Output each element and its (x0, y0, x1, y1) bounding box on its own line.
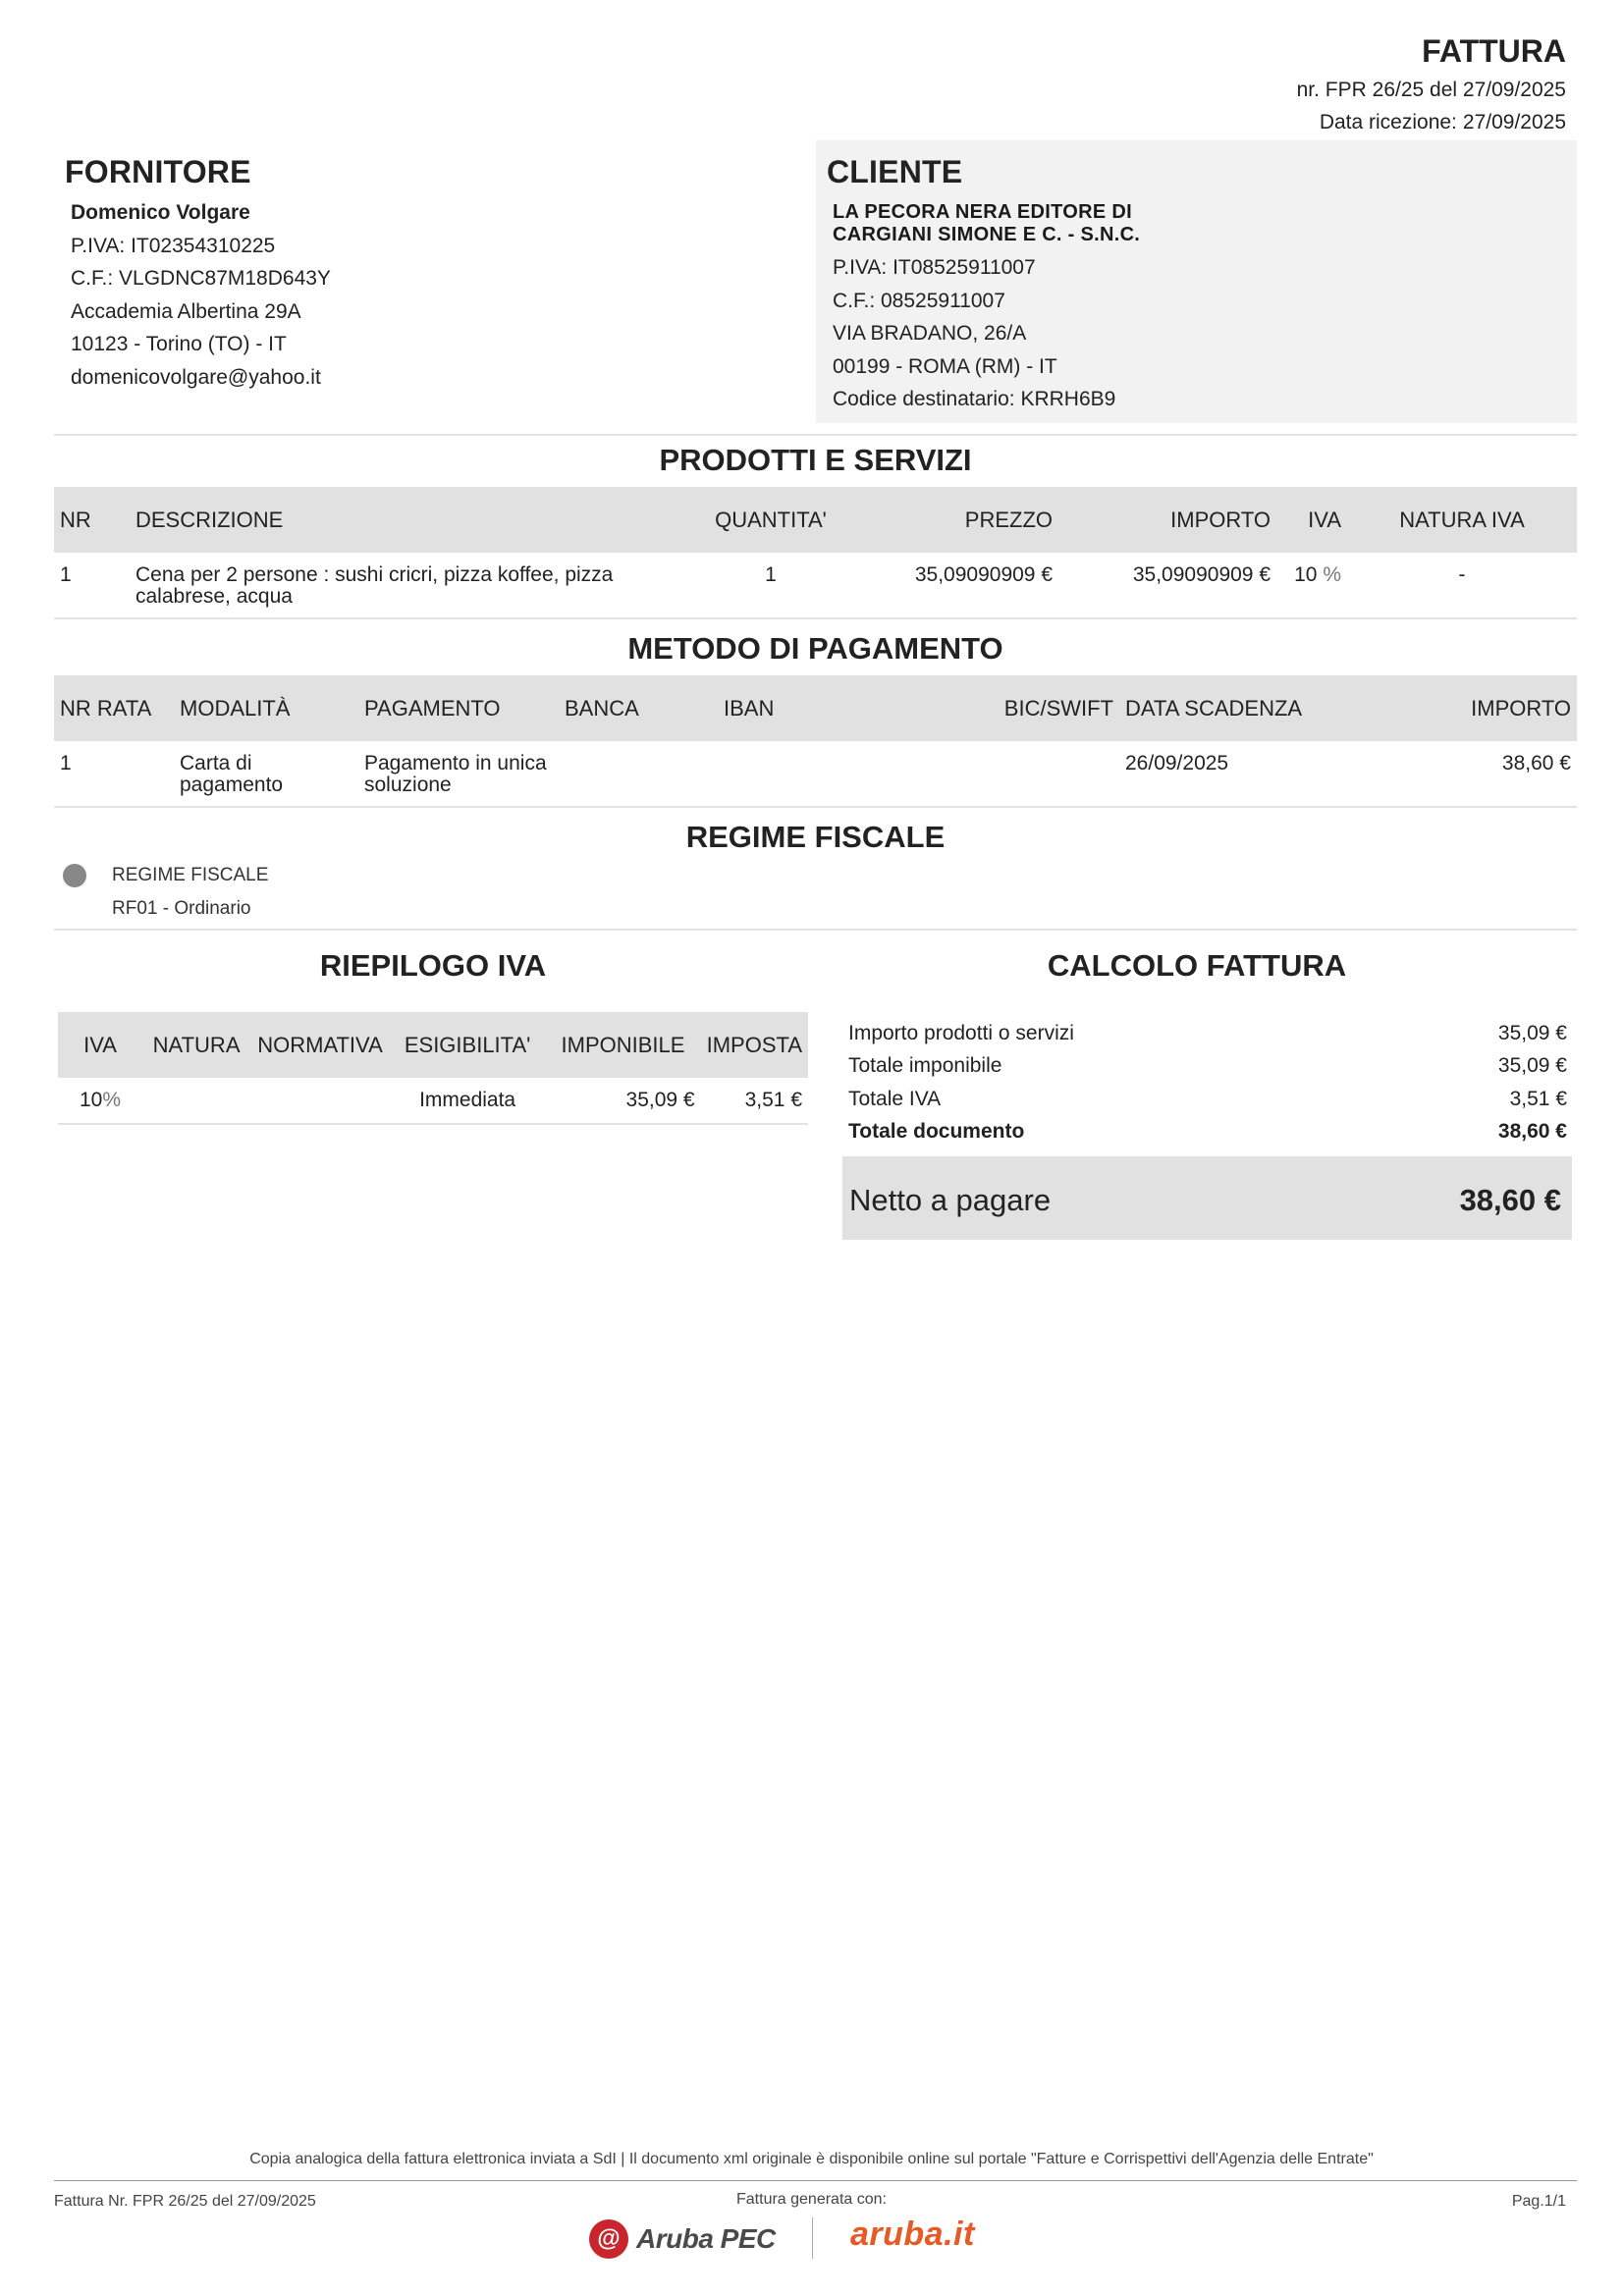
col-importo-pagamento: IMPORTO (1357, 675, 1577, 741)
divider (54, 434, 1577, 436)
col-iva: IVA (58, 1012, 142, 1078)
pec-at-icon: @ (589, 2219, 628, 2259)
col-esigibilita: ESIGIBILITA' (390, 1012, 546, 1078)
cell-quantita: 1 (765, 563, 777, 586)
cell-iva-unit: % (1323, 563, 1341, 586)
footer-note: Copia analogica della fattura elettronica inviata a SdI | Il documento xml originale è disponibile online sul portale "Fatture e Corrispettivi dell'Agenzia delle Entrate" (249, 2151, 1374, 2167)
regime-title: REGIME FISCALE (685, 820, 946, 854)
cliente-details (833, 201, 1140, 416)
col-modalita: MODALITÀ (174, 675, 358, 741)
cell-bic (970, 741, 1119, 807)
calcolo-label: Totale IVA (848, 1088, 942, 1110)
col-pagamento: PAGAMENTO (358, 675, 559, 741)
col-scadenza: DATA SCADENZA (1119, 675, 1357, 741)
calcolo-label: Totale imponibile (848, 1054, 1002, 1077)
pagamento-table (54, 675, 1577, 808)
cell-iban (718, 741, 970, 807)
col-iva: IVA (1276, 487, 1347, 553)
table-row (58, 1078, 808, 1124)
cliente-cf: C.F.: 08525911007 (833, 289, 1005, 312)
cell-prezzo: 35,09090909 € (914, 563, 1053, 586)
table-row (54, 553, 1577, 618)
regime-label: REGIME FISCALE (112, 865, 269, 885)
cell-pagamento: Pagamento in unica soluzione (364, 752, 547, 796)
calcolo-value: 35,09 € (1497, 1022, 1567, 1044)
cliente-piva: P.IVA: IT08525911007 (833, 256, 1036, 279)
col-descrizione: DESCRIZIONE (130, 487, 701, 553)
cell-importo: 35,09090909 € (1132, 563, 1271, 586)
aruba-pec-logo (589, 2218, 776, 2260)
cell-iva (1276, 553, 1347, 618)
received-date-line (1320, 111, 1566, 134)
cliente-name-line1: LA PECORA NERA EDITORE DI (833, 201, 1132, 223)
regime-value: RF01 - Ordinario (112, 898, 251, 919)
fornitore-email: domenicovolgare@yahoo.it (71, 365, 321, 389)
cell-normativa (250, 1078, 390, 1124)
cell-nr-rata: 1 (60, 752, 72, 774)
table-row (54, 741, 1577, 807)
cliente-city: 00199 - ROMA (RM) - IT (833, 354, 1057, 378)
pagamento-title: METODO DI PAGAMENTO (627, 631, 1003, 666)
col-nr: NR (54, 487, 130, 553)
cell-descrizione: Cena per 2 persone : sushi cricri, pizza koffee, pizza calabrese, acqua (135, 563, 614, 608)
logo-separator (812, 2217, 813, 2259)
col-iban: IBAN (718, 675, 970, 741)
cell-iva-value: 10 (79, 1089, 103, 1111)
fornitore-address: Accademia Albertina 29A (71, 299, 301, 323)
fornitore-city: 10123 - Torino (TO) - IT (71, 333, 287, 355)
cell-banca (559, 741, 718, 807)
calcolo-value: 35,09 € (1497, 1054, 1567, 1077)
cell-modalita: Carta di pagamento (180, 752, 284, 796)
regime-bullet-icon (63, 864, 86, 887)
fornitore-name: Domenico Volgare (71, 201, 250, 224)
riepilogo-title: RIEPILOGO IVA (319, 948, 547, 983)
fornitore-title: FORNITORE (65, 154, 251, 189)
cliente-title: CLIENTE (827, 154, 963, 189)
col-normativa: NORMATIVA (250, 1012, 390, 1078)
received-date-label: Data ricezione: (1319, 111, 1457, 133)
col-imponibile: IMPONIBILE (545, 1012, 700, 1078)
aruba-it-logo: aruba.it (850, 2216, 975, 2253)
col-importo: IMPORTO (1058, 487, 1276, 553)
cell-imponibile: 35,09 € (625, 1089, 695, 1111)
cell-natura (142, 1078, 250, 1124)
document-title: FATTURA (1422, 33, 1566, 69)
footer-divider (54, 2180, 1577, 2181)
calcolo-value: 3,51 € (1509, 1088, 1567, 1110)
fornitore-details (71, 196, 331, 394)
footer-invoice-ref: Fattura Nr. FPR 26/25 del 27/09/2025 (54, 2193, 316, 2210)
col-imposta: IMPOSTA (701, 1012, 808, 1078)
col-bic: BIC/SWIFT (970, 675, 1119, 741)
calcolo-label: Importo prodotti o servizi (848, 1022, 1074, 1044)
footer-page-number: Pag.1/1 (1511, 2193, 1566, 2210)
netto-label: Netto a pagare (849, 1183, 1052, 1217)
col-nr-rata: NR RATA (54, 675, 174, 741)
col-banca: BANCA (559, 675, 718, 741)
divider (54, 929, 1577, 931)
cliente-codice-destinatario: Codice destinatario: KRRH6B9 (833, 388, 1116, 410)
calcolo-row (848, 1088, 1567, 1111)
riepilogo-table (58, 1012, 808, 1125)
fornitore-cf: C.F.: VLGDNC87M18D643Y (71, 267, 331, 290)
calcolo-row-totale (848, 1120, 1567, 1144)
aruba-pec-text: Aruba PEC (636, 2223, 776, 2254)
received-date-value: 27/09/2025 (1462, 111, 1566, 133)
cell-imposta: 3,51 € (744, 1089, 802, 1111)
col-natura: NATURA (142, 1012, 250, 1078)
footer-generated-with: Fattura generata con: (736, 2191, 887, 2208)
col-natura-iva: NATURA IVA (1347, 487, 1577, 553)
cliente-address: VIA BRADANO, 26/A (833, 322, 1027, 345)
calcolo-title: CALCOLO FATTURA (1047, 948, 1347, 983)
cell-nr: 1 (60, 563, 72, 586)
cell-iva-unit: % (102, 1089, 122, 1111)
invoice-number: nr. FPR 26/25 del 27/09/2025 (1296, 79, 1566, 101)
calcolo-row (848, 1054, 1567, 1078)
calcolo-label: Totale documento (848, 1120, 1025, 1143)
cell-natura-iva: - (1458, 563, 1466, 586)
cell-iva-value: 10 (1294, 563, 1318, 586)
netto-value: 38,60 € (1459, 1183, 1561, 1217)
prodotti-table (54, 487, 1577, 619)
cell-esigibilita: Immediata (419, 1089, 516, 1111)
cliente-name-line2: CARGIANI SIMONE E C. - S.N.C. (833, 224, 1141, 245)
cell-scadenza: 26/09/2025 (1125, 752, 1229, 774)
col-quantita: QUANTITA' (701, 487, 840, 553)
col-prezzo: PREZZO (840, 487, 1058, 553)
cell-importo-pagamento: 38,60 € (1501, 752, 1571, 774)
calcolo-row (848, 1022, 1567, 1045)
prodotti-title: PRODOTTI E SERVIZI (659, 443, 972, 477)
fornitore-piva: P.IVA: IT02354310225 (71, 234, 276, 257)
cell-iva (58, 1078, 142, 1124)
calcolo-value: 38,60 € (1497, 1120, 1567, 1143)
